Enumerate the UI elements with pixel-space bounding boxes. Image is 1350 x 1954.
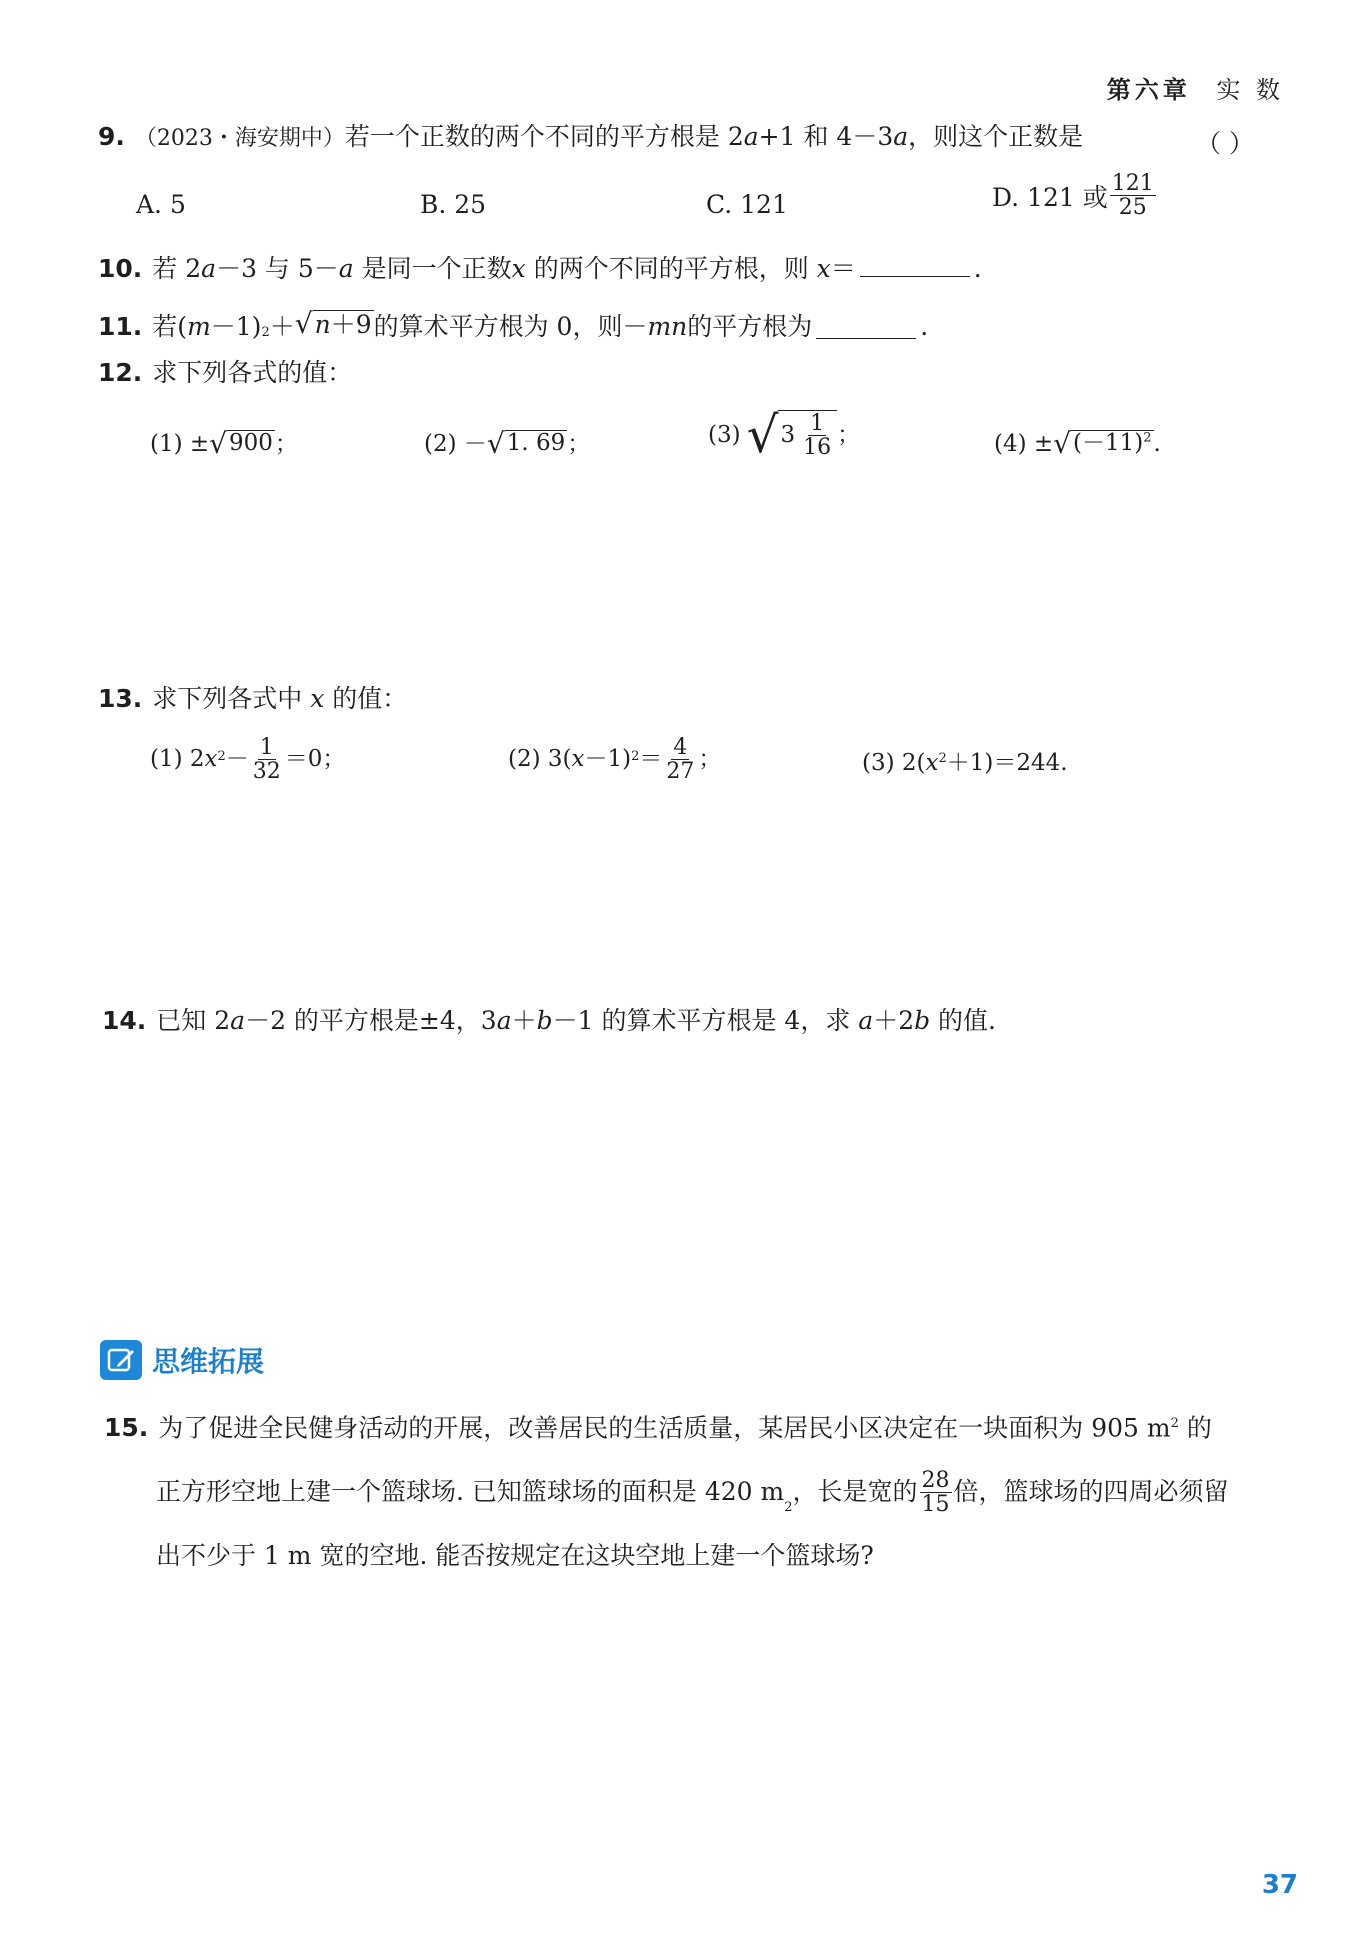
q13-part-3 — [862, 752, 1068, 775]
variable: x — [204, 746, 218, 773]
question-text: 正方形空地上建一个篮球场. 已知篮球场的面积是 420 m — [156, 1477, 785, 1507]
question-text: 求下列各式的值： — [152, 358, 353, 387]
question-text: －3 与 5－ — [216, 254, 339, 283]
question-text: 的 — [1178, 1413, 1212, 1443]
part-end: ； — [567, 430, 591, 457]
operator: ＝ — [639, 746, 663, 773]
question-source: （2023・海安期中） — [134, 126, 345, 151]
answer-blank — [816, 338, 916, 339]
part-end: ； — [274, 430, 298, 457]
variable: m — [187, 311, 211, 341]
question-10 — [98, 256, 982, 281]
fraction-numerator: 1 — [259, 735, 274, 760]
radicand: 1. 69 — [506, 430, 566, 456]
question-text: ＝ — [830, 254, 856, 283]
variable: a — [201, 254, 217, 283]
radicand-text: ＋9 — [330, 310, 372, 339]
question-number: 14. — [102, 1006, 147, 1035]
radicand — [1071, 430, 1154, 458]
option-d-text: D. 121 或 — [992, 182, 1108, 212]
question-11 — [98, 307, 929, 341]
option-b: B. 25 — [420, 190, 487, 219]
question-text: 倍，篮球场的四周必须留 — [953, 1477, 1229, 1507]
fraction — [1110, 172, 1156, 219]
variable: n — [314, 310, 331, 339]
variable: x — [511, 254, 526, 283]
part-label: (2) 3( — [508, 746, 572, 773]
question-text: ，则这个正数是 — [908, 122, 1084, 151]
question-15 — [104, 1392, 1229, 1588]
square-root — [486, 427, 567, 460]
question-text: 的算术平方根为 0，则－ — [373, 311, 648, 341]
variable: b — [536, 1006, 553, 1035]
question-9 — [98, 124, 1083, 150]
question-text: ＋2 — [873, 1006, 915, 1035]
fraction-denominator: 32 — [252, 759, 281, 785]
section-header — [100, 1340, 264, 1380]
fraction-numerator: 1 — [810, 410, 825, 436]
part-end: ＝0； — [284, 746, 346, 773]
exponent: 2 — [217, 749, 226, 764]
variable: a — [893, 122, 909, 151]
question-number: 13. — [98, 684, 143, 713]
question-text: ＋ — [511, 1006, 537, 1035]
question-text: ＋ — [269, 311, 295, 341]
radical-sign: √ — [294, 307, 313, 340]
question-text: . — [973, 254, 982, 283]
exponent: 2 — [261, 324, 270, 340]
option-c: C. 121 — [706, 190, 788, 219]
question-text: 若一个正数的两个不同的平方根是 2 — [344, 122, 744, 151]
question-12 — [98, 360, 352, 385]
question-text: ，长是宽的 — [792, 1477, 918, 1507]
q15-line-1 — [104, 1392, 1229, 1460]
radical-sign: √ — [746, 406, 779, 464]
q12-part-1 — [150, 427, 298, 460]
variable: x — [310, 684, 325, 713]
part-text: －1) — [584, 746, 632, 773]
exponent: 2 — [938, 751, 947, 766]
exponent: 2 — [784, 1500, 793, 1516]
square-root — [209, 427, 275, 460]
q15-line-2 — [104, 1460, 1229, 1524]
mixed-whole: 3 — [780, 421, 796, 448]
variable: x — [925, 750, 939, 776]
fraction-numerator: 121 — [1111, 171, 1154, 196]
question-text: 求下列各式中 — [152, 684, 311, 713]
q13-part-2 — [508, 736, 721, 783]
question-text: －1) — [210, 311, 262, 341]
part-end: ＋1)＝244. — [946, 750, 1068, 776]
question-text: 的值： — [324, 684, 408, 713]
part-label: (3) — [708, 421, 741, 448]
fraction-denominator: 16 — [803, 435, 832, 460]
radical-sign: √ — [1053, 427, 1072, 460]
answer-blank — [860, 276, 970, 277]
fraction — [251, 736, 283, 783]
q12-part-4 — [994, 427, 1161, 460]
variable: x — [571, 746, 585, 773]
chapter-label: 第六章 — [1106, 76, 1191, 104]
answer-bracket: （ ） — [1196, 129, 1254, 158]
question-text: －1 的算术平方根是 4，求 — [552, 1006, 859, 1035]
question-text: 若( — [152, 311, 188, 341]
variable: a — [496, 1006, 512, 1035]
fraction-denominator: 27 — [666, 759, 695, 785]
variable: a — [230, 1006, 246, 1035]
q13-part-1 — [150, 736, 345, 783]
question-text: －2 的平方根是±4，3 — [245, 1006, 497, 1035]
pencil-note-icon — [100, 1340, 142, 1380]
option-a: A. 5 — [136, 190, 186, 219]
variable: a — [858, 1006, 874, 1035]
part-label: (3) 2( — [862, 750, 926, 776]
q12-part-3 — [708, 406, 861, 464]
variable: x — [816, 254, 831, 283]
question-text: . — [920, 311, 929, 341]
part-label: (1) ± — [150, 430, 210, 457]
chapter-title: 实 数 — [1216, 76, 1284, 104]
radicand-text: (－11) — [1073, 430, 1144, 456]
exponent: 2 — [1170, 1416, 1179, 1431]
fraction-numerator: 4 — [673, 735, 688, 760]
square-root — [294, 307, 374, 340]
exponent: 2 — [631, 749, 640, 764]
exponent: 2 — [1143, 430, 1152, 446]
radicand — [313, 310, 374, 339]
question-text: 的值. — [930, 1006, 997, 1035]
radicand: 900 — [229, 430, 273, 456]
variable: mn — [647, 311, 688, 341]
question-text: 已知 2 — [156, 1006, 231, 1035]
question-14 — [102, 1008, 996, 1033]
question-number: 10. — [98, 254, 143, 283]
fraction — [920, 1469, 952, 1516]
part-end: . — [1153, 430, 1161, 457]
square-root — [746, 406, 838, 464]
question-number: 11. — [98, 311, 143, 341]
operator: － — [225, 746, 249, 773]
question-number: 12. — [98, 358, 143, 387]
fraction — [664, 736, 696, 783]
question-number: 15. — [104, 1413, 149, 1443]
page-number: 37 — [1261, 1870, 1298, 1900]
fraction-denominator: 15 — [921, 1491, 950, 1517]
question-13 — [98, 686, 407, 711]
question-text: +1 和 4－3 — [758, 122, 894, 151]
part-label: (4) ± — [994, 430, 1054, 457]
part-end: ； — [698, 746, 722, 773]
question-text: 为了促进全民健身活动的开展，改善居民的生活质量，某居民小区决定在一块面积为 905 m — [158, 1413, 1171, 1443]
part-label: (2) － — [424, 430, 487, 457]
part-label: (1) 2 — [150, 746, 205, 773]
square-root — [1053, 427, 1153, 460]
variable: b — [914, 1006, 931, 1035]
radical-sign: √ — [209, 427, 228, 460]
question-text: 的平方根为 — [687, 311, 813, 341]
running-header — [1107, 70, 1284, 105]
fraction-numerator: 28 — [921, 1467, 950, 1493]
section-title: 思维拓展 — [152, 1345, 265, 1378]
question-number: 9. — [98, 122, 125, 151]
radical-sign: √ — [486, 427, 505, 460]
fraction — [801, 412, 833, 459]
question-text: 若 2 — [152, 254, 202, 283]
q12-part-2 — [424, 427, 591, 460]
question-text: 的两个不同的平方根，则 — [525, 254, 817, 283]
option-d — [992, 172, 1158, 219]
radicand — [778, 410, 837, 460]
fraction-denominator: 25 — [1118, 195, 1147, 221]
part-end: ； — [837, 421, 861, 448]
question-text: 是同一个正数 — [353, 254, 512, 283]
variable: a — [338, 254, 354, 283]
q15-line-3: 出不少于 1 m 宽的空地. 能否按规定在这块空地上建一个篮球场? — [156, 1541, 874, 1571]
variable: a — [743, 122, 759, 151]
